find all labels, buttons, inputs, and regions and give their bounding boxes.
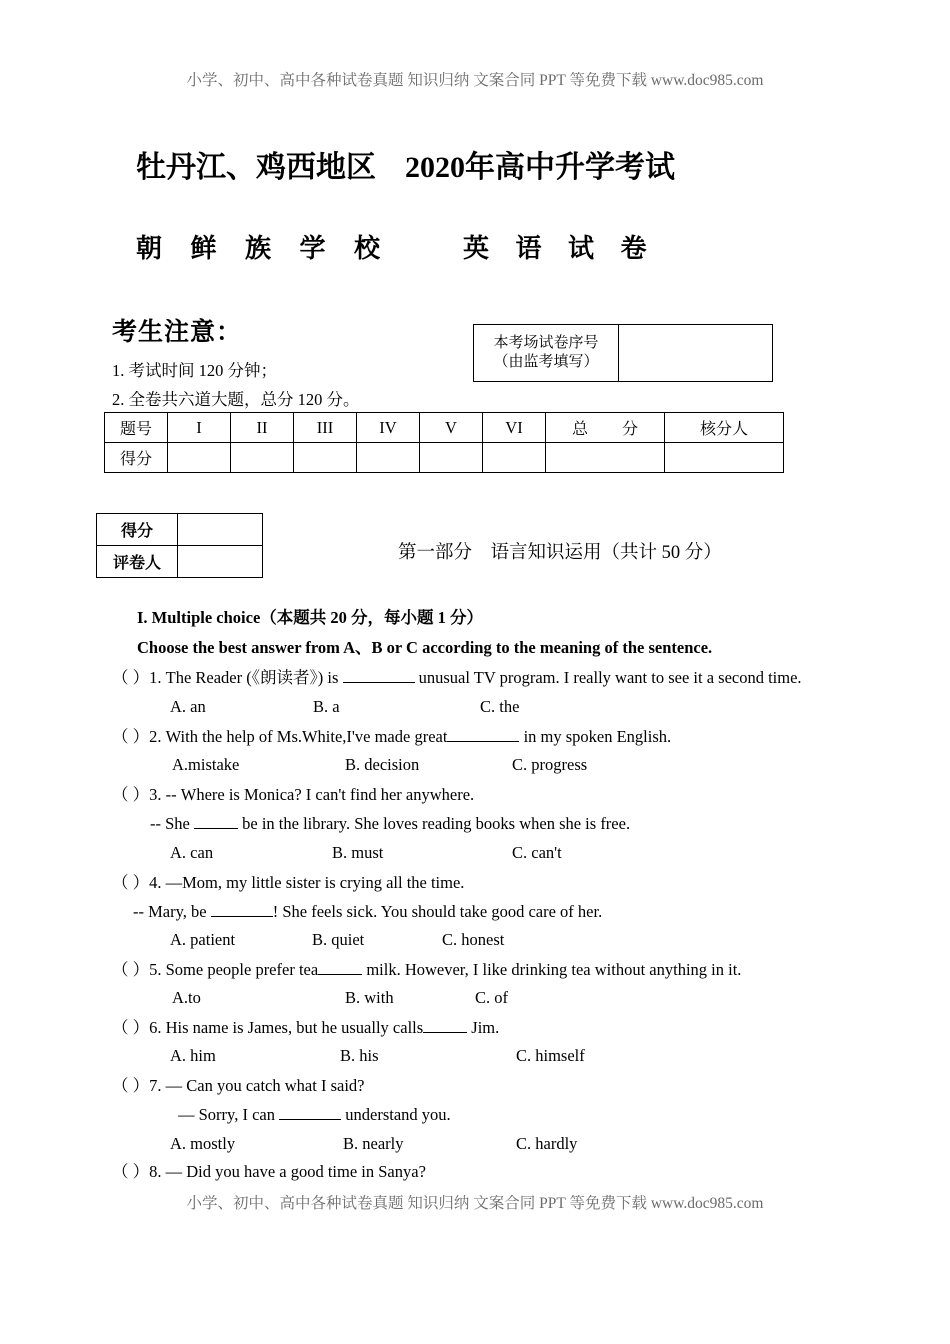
table-row-scores (105, 443, 784, 473)
question-7-marker[interactable]: （ ）7. (112, 1076, 162, 1095)
question-3-option-c[interactable]: C. can't (512, 843, 562, 862)
seal-box-label (474, 325, 619, 381)
score-table-col-3: III (294, 413, 357, 443)
question-1-marker[interactable]: （ ）1. (112, 668, 162, 687)
score-table-col-1: I (168, 413, 231, 443)
question-3-text: -- Where is Monica? I can't find her anywhere. (165, 785, 475, 804)
question-8-stem (112, 1164, 426, 1181)
score-table-col-total: 总 分 (546, 413, 665, 443)
score-table-row-label-question: 题号 (105, 413, 168, 443)
question-6-marker[interactable]: （ ）6. (112, 1018, 162, 1037)
watermark-top: 小学、初中、高中各种试卷真题 知识归纳 文案合同 PPT 等免费下载 www.doc985.com (186, 72, 764, 89)
question-7-option-a[interactable]: A. mostly (170, 1134, 236, 1153)
question-7-sub-before: — Sorry, I can (178, 1105, 275, 1124)
notice-item-1: 1. 考试时间 120 分钟； (112, 361, 277, 380)
question-6-text-before: His name is James, but he usually calls (165, 1018, 424, 1037)
score-table-col-checker: 核分人 (665, 413, 784, 443)
question-1-stem (112, 670, 802, 687)
question-6-text-after: Jim. (471, 1018, 500, 1037)
score-cell-6[interactable] (483, 443, 546, 473)
question-7-sub-line (178, 1107, 451, 1124)
question-2-text-after: in my spoken English. (523, 727, 672, 746)
question-4-sub-line (133, 904, 602, 921)
question-6-stem (112, 1020, 499, 1037)
question-5-blank (318, 974, 362, 975)
question-2-text-before: With the help of Ms.White,I've made great (165, 727, 448, 746)
score-table-col-5: V (420, 413, 483, 443)
question-2-blank (447, 741, 519, 742)
score-cell-total[interactable] (546, 443, 665, 473)
question-4-option-c[interactable]: C. honest (442, 930, 505, 949)
question-6-option-c[interactable]: C. himself (516, 1046, 585, 1065)
question-5-stem (112, 962, 741, 979)
question-3-marker[interactable]: （ ）3. (112, 785, 162, 804)
question-3-option-b[interactable]: B. must (332, 843, 384, 862)
question-8-text: — Did you have a good time in Sanya? (165, 1162, 426, 1181)
question-4-option-a[interactable]: A. patient (170, 930, 236, 949)
question-5-option-c[interactable]: C. of (475, 988, 508, 1007)
question-5-marker[interactable]: （ ）5. (112, 960, 162, 979)
score-table-row-label-score: 得分 (105, 443, 168, 473)
school-type: 朝 鲜 族 学 校 (136, 234, 392, 263)
table-row-question-numbers (105, 413, 784, 443)
grader-box-grader-label: 评卷人 (97, 546, 178, 578)
question-4-stem (112, 875, 464, 892)
question-4-blank (211, 916, 273, 917)
question-3-sub-before: -- She (150, 814, 190, 833)
score-summary-table (104, 412, 784, 473)
grader-box-score-label: 得分 (97, 514, 178, 546)
part-heading: 第一部分 语言知识运用（共计 50 分） (398, 543, 722, 563)
question-3-option-a[interactable]: A. can (170, 843, 214, 862)
exam-name: 2020年高中升学考试 (405, 151, 675, 184)
question-7-blank (279, 1119, 341, 1120)
question-8-marker[interactable]: （ ）8. (112, 1162, 162, 1181)
question-7-option-c[interactable]: C. hardly (516, 1134, 578, 1153)
question-3-sub-line (150, 816, 630, 833)
question-2-option-c[interactable]: C. progress (512, 755, 588, 774)
score-table-col-4: IV (357, 413, 420, 443)
question-3-blank (194, 828, 238, 829)
exam-region: 牡丹江、鸡西地区 (136, 151, 376, 184)
table-row-grader-name (97, 546, 263, 578)
score-cell-4[interactable] (357, 443, 420, 473)
seal-box-value[interactable] (619, 325, 772, 381)
section-instruction: Choose the best answer from A、B or C according to the meaning of the sentence. (137, 638, 713, 657)
section-heading-multiple-choice: I. Multiple choice（本题共 20 分，每小题 1 分） (137, 608, 484, 627)
question-2-option-a[interactable]: A.mistake (172, 755, 240, 774)
seal-box-label-line1: 本考场试卷序号 (493, 335, 599, 352)
question-4-sub-before: -- Mary, be (133, 902, 207, 921)
question-1-blank (343, 682, 415, 683)
question-1-text-after: unusual TV program. I really want to see it a second time. (418, 668, 802, 687)
score-cell-checker[interactable] (665, 443, 784, 473)
question-2-option-b[interactable]: B. decision (345, 755, 420, 774)
question-4-option-b[interactable]: B. quiet (312, 930, 365, 949)
score-cell-1[interactable] (168, 443, 231, 473)
exam-room-seal-box (473, 324, 773, 382)
question-4-text: —Mom, my little sister is crying all the time. (165, 873, 465, 892)
question-1-option-b[interactable]: B. a (313, 697, 340, 716)
question-6-option-b[interactable]: B. his (340, 1046, 379, 1065)
score-cell-2[interactable] (231, 443, 294, 473)
question-7-stem (112, 1078, 364, 1095)
question-7-sub-after: understand you. (345, 1105, 451, 1124)
subject-name: 英 语 试 卷 (463, 234, 657, 263)
grader-box-grader-value[interactable] (178, 546, 263, 578)
score-cell-3[interactable] (294, 443, 357, 473)
question-5-text-before: Some people prefer tea (165, 960, 319, 979)
question-7-text: — Can you catch what I said? (165, 1076, 365, 1095)
score-table-col-2: II (231, 413, 294, 443)
seal-box-label-line2: （由监考填写） (493, 354, 599, 370)
question-1-option-a[interactable]: A. an (170, 697, 206, 716)
notice-item-2: 2. 全卷共六道大题，总分 120 分。 (112, 390, 360, 409)
question-3-stem (112, 787, 474, 804)
question-5-option-a[interactable]: A.to (172, 988, 201, 1007)
question-7-option-b[interactable]: B. nearly (343, 1134, 404, 1153)
question-4-sub-after: ! She feels sick. You should take good care of her. (272, 902, 603, 921)
notice-heading: 考生注意： (112, 317, 243, 346)
grader-box-score-value[interactable] (178, 514, 263, 546)
watermark-bottom: 小学、初中、高中各种试卷真题 知识归纳 文案合同 PPT 等免费下载 www.doc985.com (186, 1195, 764, 1212)
table-row-grader-score (97, 514, 263, 546)
score-table-col-6: VI (483, 413, 546, 443)
question-5-option-b[interactable]: B. with (345, 988, 394, 1007)
score-cell-5[interactable] (420, 443, 483, 473)
question-1-option-c[interactable]: C. the (480, 697, 520, 716)
question-3-sub-after: be in the library. She loves reading books when she is free. (242, 814, 631, 833)
grader-score-box (96, 513, 263, 578)
question-6-blank (423, 1032, 467, 1033)
question-5-text-after: milk. However, I like drinking tea without anything in it. (366, 960, 742, 979)
question-6-option-a[interactable]: A. him (170, 1046, 216, 1065)
question-4-marker[interactable]: （ ）4. (112, 873, 162, 892)
question-2-marker[interactable]: （ ）2. (112, 727, 162, 746)
question-1-text-before: The Reader (《朗读者》) is (165, 668, 339, 687)
question-2-stem (112, 729, 671, 746)
